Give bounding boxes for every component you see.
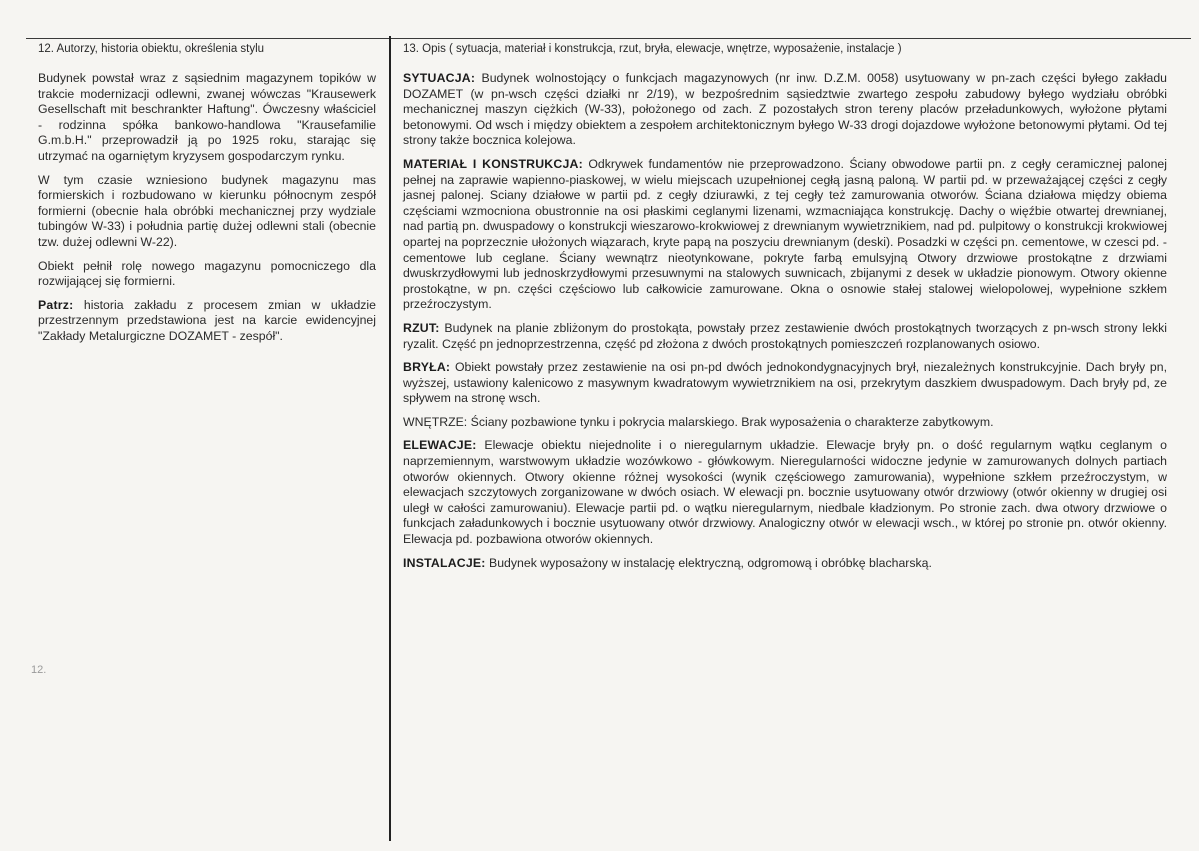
history-paragraph-1: Budynek powstał wraz z sąsiednim magazynem topików w trakcie modernizacji odlewni, zwanej wówczas "Krausewerk Gesellschaft mit beschrankter Haftung". Ówczesny właściciel - rodzinna spółka bankowo-handlowa "Krausefamilie G.m.b.H." przeprowadził ją po 1925 roku, starając się utrzymać na ogarniętym kryzysem gospodarczym rynku.	[38, 71, 376, 163]
section-elevations	[403, 438, 1167, 547]
section-label: INSTALACJE:	[403, 555, 486, 570]
section-text: Budynek na planie zbliżonym do prostokąta, powstały przez zestawienie dwóch prostokątnych tworzących z pn-wsch strony lekki ryzalit. Część pn jednoprzestrzenna, część pd złożona z dwóch prostokątnych pomieszczeń rozplanowanych osiowo.	[403, 320, 1167, 351]
section-text: Elewacje obiektu niejednolite i o nieregularnym układzie. Elewacje bryły pn. o dość regularnym wątku ceglanym o naprzemiennym, warstwowym układzie wozówkowo - główkowym. Nieregularności widoczne jedynie w zamurowanych dolnych partiach otworów okiennych. Otwory okienne różnej wysokości (wynik częściowego zamurowania), wypełnione szkłem przeźroczystym, w elewacjach szczytowych zorganizowane w dwóch osiach. W elewacji pn. bocznie usytuowany otwór drzwiowy (otwór okienny w drugiej osi uległ w całości zamurowaniu). Elewacje partii pd. o wątku nieregularnym, niedbale kładzionym. Po stronie zach. dwa otwory drzwiowe o funkcjach załadunkowych i bocznie usytuowany otwór drzwiowy. Analogiczny otwór w elewacji wsch., w której po stronie pn. otwór okienny. Elewacja pd. pozbawiona otworów okiennych.	[403, 438, 1167, 547]
top-rule	[26, 38, 1191, 39]
left-column	[38, 42, 376, 353]
section-text: Odkrywek fundamentów nie przeprowadzono. Ściany obwodowe partii pn. z cegły ceramicznej palonej pełnej na zaprawie wapienno-piaskowej, w wielu miejscach uzupełnionej cegłą jasną paloną. W partii pd. w przeważającej części z cegły jasnej palonej. Sciany działowe w partii pd. z cegły dziurawki, z tej cegły też zamurowania otworów. Ściana działowa między obiema częściami wzmocniona obustronnie na osi płaskimi ceglanymi lizenami, wzmacniająca konstrukcję. Dachy o więźbie otwartej drewnianej, nad partią pn. dwuspadowy o konstrukcji wieszarowo-krokwiowej z drewnianym wywietrznikiem, nad pd. pulpitowy o konstrukcji krokwiowej opartej na poprzecznie ułożonych wiązarach, kryte papą na poszyciu drewnianym (deski). Posadzki w części pn. cementowe, w czesci pd. - cementowe lub ceglane. Ściany wewnątrz nieotynkowane, pokryte farbą emulsyjną Otwory drzwiowe prostokątne z drzwiami dwuskrzydłowymi lub jednoskrzydłowymi przesuwnymi na stalowych suwnicach, zbijanymi z desek w układzie pionowym. Otwory okienne prostokątne, w pn. części częściowo lub całkowicie zamurowane. Okna o osnowie stałej stalowej wielopolowej, wypełnione szkłem przeźroczystym.	[403, 156, 1167, 312]
see-paragraph	[38, 298, 376, 345]
history-paragraph-3: Obiekt pełnił rolę nowego magazynu pomocniczego dla rozwijającej się formierni.	[38, 258, 376, 289]
column-divider	[389, 36, 391, 841]
section-label: RZUT:	[403, 320, 440, 335]
section-text: Budynek wolnostojący o funkcjach magazynowych (nr inw. D.Z.M. 0058) usytuowany w pn-zach części byłego zakładu DOZAMET (w pn-wsch części działki nr 2/19), w bezpośrednim sąsiedztwie zwartego zespołu zabudowy byłego wydziału obróbki mechanicznej maszyn ciężkich (W-33), położonego od zach. Z pozostałych stron tereny placów przeładunkowych, wyłożone płytami betonowymi. Od wsch i między obiektem a zespołem architektonicznym byłego W-33 drogi dojazdowe wyłożone betonowymi płytami. Od tej strony także bocznica kolejowa.	[403, 71, 1167, 148]
see-text: historia zakładu z procesem zmian w układzie przestrzennym przedstawiona jest na karcie ewidencyjnej "Zakłady Metalurgiczne DOZAMET - zespół".	[38, 297, 376, 343]
section-label: BRYŁA:	[403, 360, 451, 375]
section-material	[403, 157, 1167, 313]
right-column	[403, 42, 1167, 579]
left-column-header: 12. Autorzy, historia obiektu, określenia stylu	[38, 43, 265, 55]
right-column-header: 13. Opis ( sytuacja, materiał i konstrukcja, rzut, bryła, elewacje, wnętrze, wyposażenie, instalacje )	[403, 43, 902, 55]
section-label: SYTUACJA:	[403, 71, 476, 85]
section-label: ELEWACJE:	[403, 438, 477, 453]
section-installations	[403, 556, 1167, 572]
section-plan	[403, 321, 1167, 352]
section-text: Budynek wyposażony w instalację elektryczną, odgromową i obróbkę blacharską.	[489, 555, 932, 570]
section-massing	[403, 360, 1167, 407]
section-interior	[403, 415, 1167, 431]
section-label: MATERIAŁ I KONSTRUKCJA:	[403, 156, 583, 171]
section-text: WNĘTRZE: Ściany pozbawione tynku i pokrycia malarskiego. Brak wyposażenia o charakterze zabytkowym.	[403, 414, 994, 429]
history-paragraph-2: W tym czasie wzniesiono budynek magazynu mas formierskich i rozbudowano w kierunku północnym zespół formierni (obecnie hala obróbki mechanicznej przy wydziale tubingów W-33) i południa partię dużej odlewni stali (obecnie tzw. dużej odlewni W-22).	[38, 172, 376, 249]
section-text: Obiekt powstały przez zestawienie na osi pn-pd dwóch jednokondygnacyjnych brył, niezależnych konstrukcyjnie. Dach bryły pn, wyższej, ustawiony kalenicowo z masywnym kwadratowym wywietrznikiem na osi, przekrytym daszkiem dwuspadowym. Dach bryły pd, ze spływem na stronę wsch.	[403, 360, 1168, 406]
faint-page-mark: 12.	[31, 664, 47, 676]
section-situation	[403, 71, 1167, 149]
see-label: Patrz:	[38, 297, 74, 312]
